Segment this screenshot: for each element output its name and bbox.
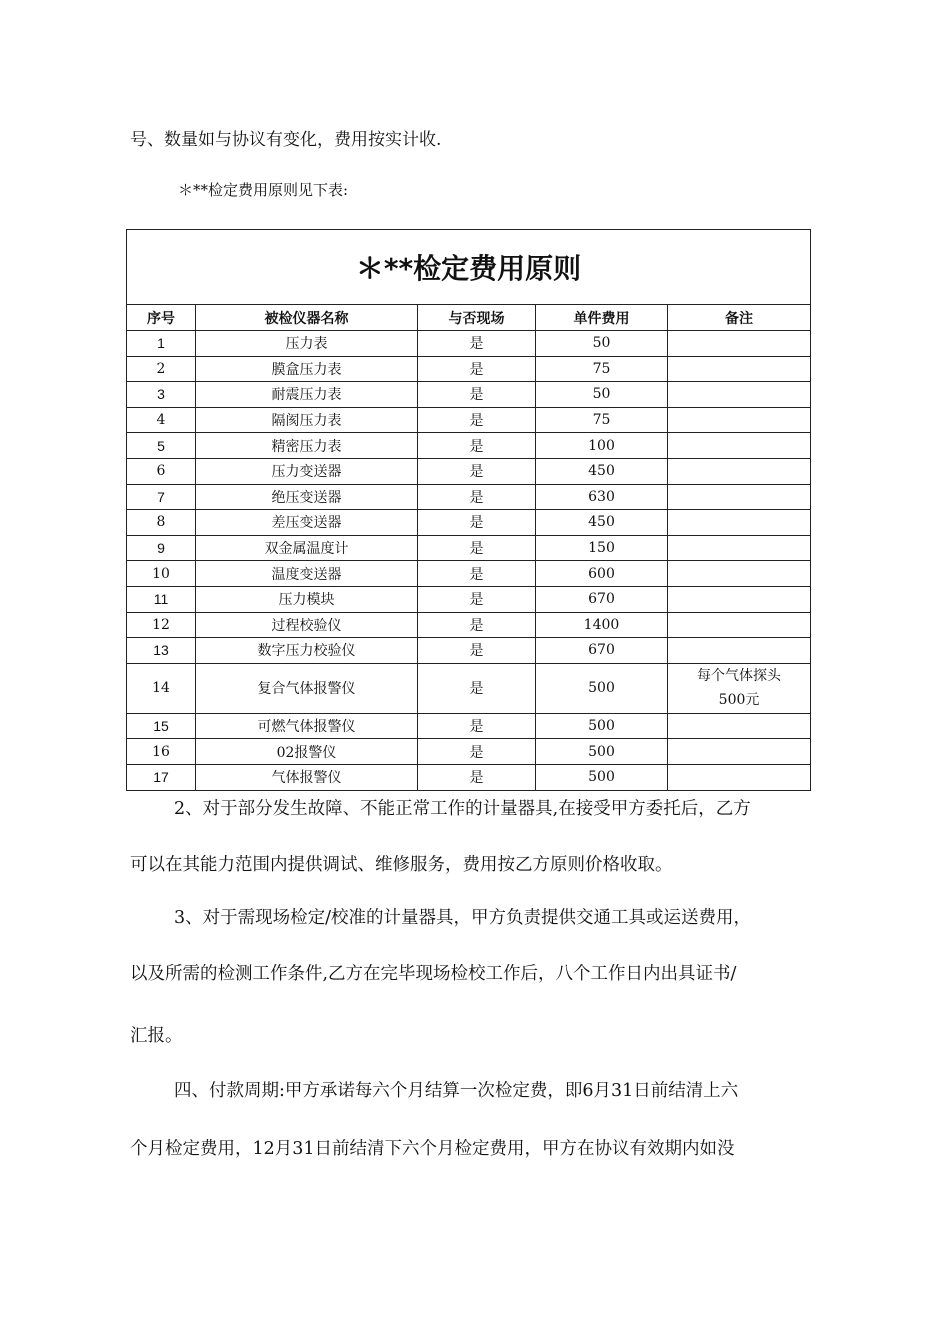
instrument-name: 膜盒压力表 (196, 356, 418, 382)
unit-fee: 670 (536, 638, 668, 664)
table-row (127, 484, 811, 510)
instrument-name: 压力模块 (196, 586, 418, 612)
remark (668, 407, 811, 433)
intro-line-2: ＊**检定费用原则见下表: (178, 181, 349, 199)
remark (668, 739, 811, 765)
unit-fee: 50 (536, 331, 668, 357)
onsite-flag: 是 (418, 764, 536, 790)
table-row (127, 331, 811, 357)
onsite-flag: 是 (418, 433, 536, 459)
table-row (127, 612, 811, 638)
remark (668, 382, 811, 408)
instrument-name: 差压变送器 (196, 510, 418, 536)
remark (668, 638, 811, 664)
row-number: 12 (127, 612, 196, 638)
onsite-flag: 是 (418, 510, 536, 536)
remark (668, 433, 811, 459)
row-number: 13 (127, 638, 196, 664)
remark (668, 561, 811, 587)
instrument-name: 绝压变送器 (196, 484, 418, 510)
remark (668, 484, 811, 510)
remark (668, 586, 811, 612)
table-row (127, 638, 811, 664)
intro-line-1: 号、数量如与协议有变化，费用按实计收. (130, 130, 442, 150)
unit-fee: 630 (536, 484, 668, 510)
remark (668, 510, 811, 536)
row-number: 17 (127, 764, 196, 790)
unit-fee: 450 (536, 458, 668, 484)
remark-line-1: 每个气体探头 (697, 668, 782, 685)
instrument-name: 温度变送器 (196, 561, 418, 587)
onsite-flag: 是 (418, 638, 536, 664)
instrument-name: 压力变送器 (196, 458, 418, 484)
instrument-name: 复合气体报警仪 (196, 663, 418, 713)
remark (668, 663, 811, 713)
unit-fee: 150 (536, 535, 668, 561)
row-number: 14 (127, 663, 196, 713)
remark (668, 713, 811, 739)
unit-fee: 450 (536, 510, 668, 536)
fee-table (126, 229, 811, 791)
remark (668, 612, 811, 638)
unit-fee: 100 (536, 433, 668, 459)
row-number: 2 (127, 356, 196, 382)
unit-fee: 600 (536, 561, 668, 587)
paragraph-4-line-2: 个月检定费用，12月31日前结清下六个月检定费用，甲方在协议有效期内如没 (130, 1139, 735, 1159)
onsite-flag: 是 (418, 331, 536, 357)
unit-fee: 75 (536, 407, 668, 433)
paragraph-3-line-2: 以及所需的检测工作条件,乙方在完毕现场检校工作后，八个工作日内出具证书/ (130, 964, 737, 984)
remark (668, 356, 811, 382)
onsite-flag: 是 (418, 739, 536, 765)
onsite-flag: 是 (418, 484, 536, 510)
unit-fee: 50 (536, 382, 668, 408)
instrument-name: 压力表 (196, 331, 418, 357)
row-number: 3 (127, 382, 196, 408)
unit-fee: 670 (536, 586, 668, 612)
row-number: 10 (127, 561, 196, 587)
onsite-flag: 是 (418, 561, 536, 587)
instrument-name: 双金属温度计 (196, 535, 418, 561)
onsite-flag: 是 (418, 586, 536, 612)
row-number: 11 (127, 586, 196, 612)
header-no: 序号 (127, 305, 196, 331)
remark (668, 535, 811, 561)
unit-fee: 500 (536, 713, 668, 739)
row-number: 8 (127, 510, 196, 536)
table-row (127, 535, 811, 561)
onsite-flag: 是 (418, 535, 536, 561)
table-title: ＊**检定费用原则 (127, 230, 811, 305)
row-number: 16 (127, 739, 196, 765)
row-number: 9 (127, 535, 196, 561)
remark-line-2: 500元 (718, 692, 760, 709)
header-name: 被检仪器名称 (196, 305, 418, 331)
onsite-flag: 是 (418, 663, 536, 713)
onsite-flag: 是 (418, 407, 536, 433)
table-header-row (127, 305, 811, 331)
row-number: 7 (127, 484, 196, 510)
instrument-name: 可燃气体报警仪 (196, 713, 418, 739)
onsite-flag: 是 (418, 382, 536, 408)
header-onsite: 与否现场 (418, 305, 536, 331)
paragraph-3-line-3: 汇报。 (130, 1026, 183, 1046)
instrument-name: 02报警仪 (196, 739, 418, 765)
table-row (127, 407, 811, 433)
remark (668, 458, 811, 484)
table-row (127, 739, 811, 765)
row-number: 6 (127, 458, 196, 484)
instrument-name: 气体报警仪 (196, 764, 418, 790)
paragraph-2-line-2: 可以在其能力范围内提供调试、维修服务，费用按乙方原则价格收取。 (130, 855, 673, 875)
table-row (127, 663, 811, 713)
unit-fee: 75 (536, 356, 668, 382)
row-number: 4 (127, 407, 196, 433)
table-row (127, 433, 811, 459)
table-row (127, 382, 811, 408)
row-number: 15 (127, 713, 196, 739)
remark (668, 764, 811, 790)
table-row (127, 586, 811, 612)
instrument-name: 过程校验仪 (196, 612, 418, 638)
header-fee: 单件费用 (536, 305, 668, 331)
onsite-flag: 是 (418, 356, 536, 382)
table-row (127, 510, 811, 536)
row-number: 5 (127, 433, 196, 459)
onsite-flag: 是 (418, 713, 536, 739)
table-row (127, 561, 811, 587)
table-row (127, 458, 811, 484)
table-row (127, 713, 811, 739)
unit-fee: 1400 (536, 612, 668, 638)
paragraph-3-line-1: 3、对于需现场检定/校准的计量器具，甲方负责提供交通工具或运送费用， (174, 908, 752, 928)
table-row (127, 764, 811, 790)
onsite-flag: 是 (418, 458, 536, 484)
instrument-name: 隔阂压力表 (196, 407, 418, 433)
unit-fee: 500 (536, 764, 668, 790)
instrument-name: 精密压力表 (196, 433, 418, 459)
onsite-flag: 是 (418, 612, 536, 638)
paragraph-4-line-1: 四、付款周期:甲方承诺每六个月结算一次检定费，即6月31日前结清上六 (174, 1081, 739, 1101)
unit-fee: 500 (536, 739, 668, 765)
remark (668, 331, 811, 357)
instrument-name: 耐震压力表 (196, 382, 418, 408)
header-note: 备注 (668, 305, 811, 331)
instrument-name: 数字压力校验仪 (196, 638, 418, 664)
paragraph-2-line-1: 2、对于部分发生故障、不能正常工作的计量器具,在接受甲方委托后，乙方 (174, 799, 751, 819)
unit-fee: 500 (536, 663, 668, 713)
table-title-row (127, 230, 811, 305)
row-number: 1 (127, 331, 196, 357)
table-row (127, 356, 811, 382)
